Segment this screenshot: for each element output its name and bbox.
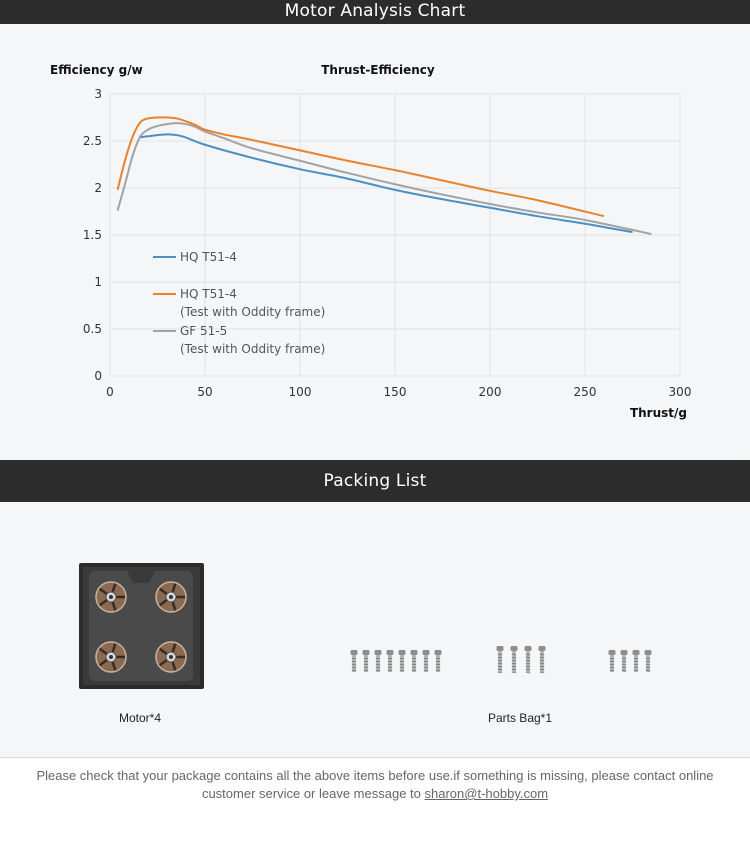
contact-email-link[interactable]: sharon@t-hobby.com xyxy=(424,786,549,801)
screw-icon xyxy=(511,646,518,673)
chart-series xyxy=(118,117,652,234)
y-tick-label: 2.5 xyxy=(82,134,102,148)
motor-analysis-banner xyxy=(0,0,750,24)
series-line-2 xyxy=(118,123,652,234)
legend-label-2: (Test with Oddity frame) xyxy=(180,342,326,356)
screw-icon xyxy=(609,650,616,672)
motor-icon xyxy=(96,642,126,672)
legend-label-2: GF 51-5 xyxy=(180,324,228,338)
footer-note-line1: Please check that your package contains all the above items before use.if something is missing, please contact online xyxy=(36,768,714,783)
chart-panel xyxy=(0,24,750,460)
x-tick-label: 0 xyxy=(106,385,114,399)
screw-icon xyxy=(399,650,406,672)
motor-icon xyxy=(156,642,186,672)
y-tick-label: 3 xyxy=(94,87,102,101)
packing-list-banner xyxy=(0,460,750,502)
chart-title: Thrust-Efficiency xyxy=(321,63,435,77)
screw-icon xyxy=(387,650,394,672)
screw-icon xyxy=(363,650,370,672)
x-tick-label: 150 xyxy=(383,385,407,399)
thrust-efficiency-chart xyxy=(0,24,750,460)
y-tick-label: 1 xyxy=(94,275,102,289)
section-title-packing-list: Packing List xyxy=(323,471,427,491)
motor-icon xyxy=(156,582,186,612)
screw-icon xyxy=(497,646,504,673)
screw-icon xyxy=(435,650,442,672)
screw-icon xyxy=(539,646,546,673)
screw-icon xyxy=(621,650,628,672)
packing-label-motor: Motor*4 xyxy=(118,711,162,725)
chart-legend xyxy=(153,250,325,356)
screw-icon xyxy=(645,650,652,672)
screw-icon xyxy=(423,650,430,672)
packing-label-parts-bag: Parts Bag*1 xyxy=(487,711,553,725)
y-tick-label: 2 xyxy=(94,181,102,195)
motor-icon xyxy=(96,582,126,612)
y-axis-label: Efficiency g/w xyxy=(50,63,143,77)
screws-image xyxy=(340,642,670,682)
packing-panel xyxy=(0,502,750,758)
x-axis-label: Thrust/g xyxy=(629,406,687,420)
x-tick-label: 250 xyxy=(573,385,597,399)
screw-icon xyxy=(525,646,532,673)
series-line-1 xyxy=(118,117,604,216)
footer-note-line2-text: customer service or leave message to xyxy=(201,786,421,801)
y-tick-label: 0.5 xyxy=(82,322,102,336)
y-tick-label: 1.5 xyxy=(82,228,102,242)
y-tick-label: 0 xyxy=(94,369,102,383)
section-title-motor-analysis: Motor Analysis Chart xyxy=(284,0,466,21)
footer-note-line2 xyxy=(0,785,750,803)
screw-icon xyxy=(633,650,640,672)
x-tick-label: 100 xyxy=(288,385,312,399)
screw-icon xyxy=(375,650,382,672)
x-tick-label: 300 xyxy=(668,385,692,399)
legend-label-0: HQ T51-4 xyxy=(180,250,237,264)
motor-box-image xyxy=(79,563,204,689)
legend-label-1: HQ T51-4 xyxy=(180,287,237,301)
screw-icon xyxy=(351,650,358,672)
x-tick-label: 200 xyxy=(478,385,502,399)
screw-icon xyxy=(411,650,418,672)
footer-notice xyxy=(0,758,750,847)
x-tick-label: 50 xyxy=(197,385,213,399)
legend-label-1: (Test with Oddity frame) xyxy=(180,305,326,319)
